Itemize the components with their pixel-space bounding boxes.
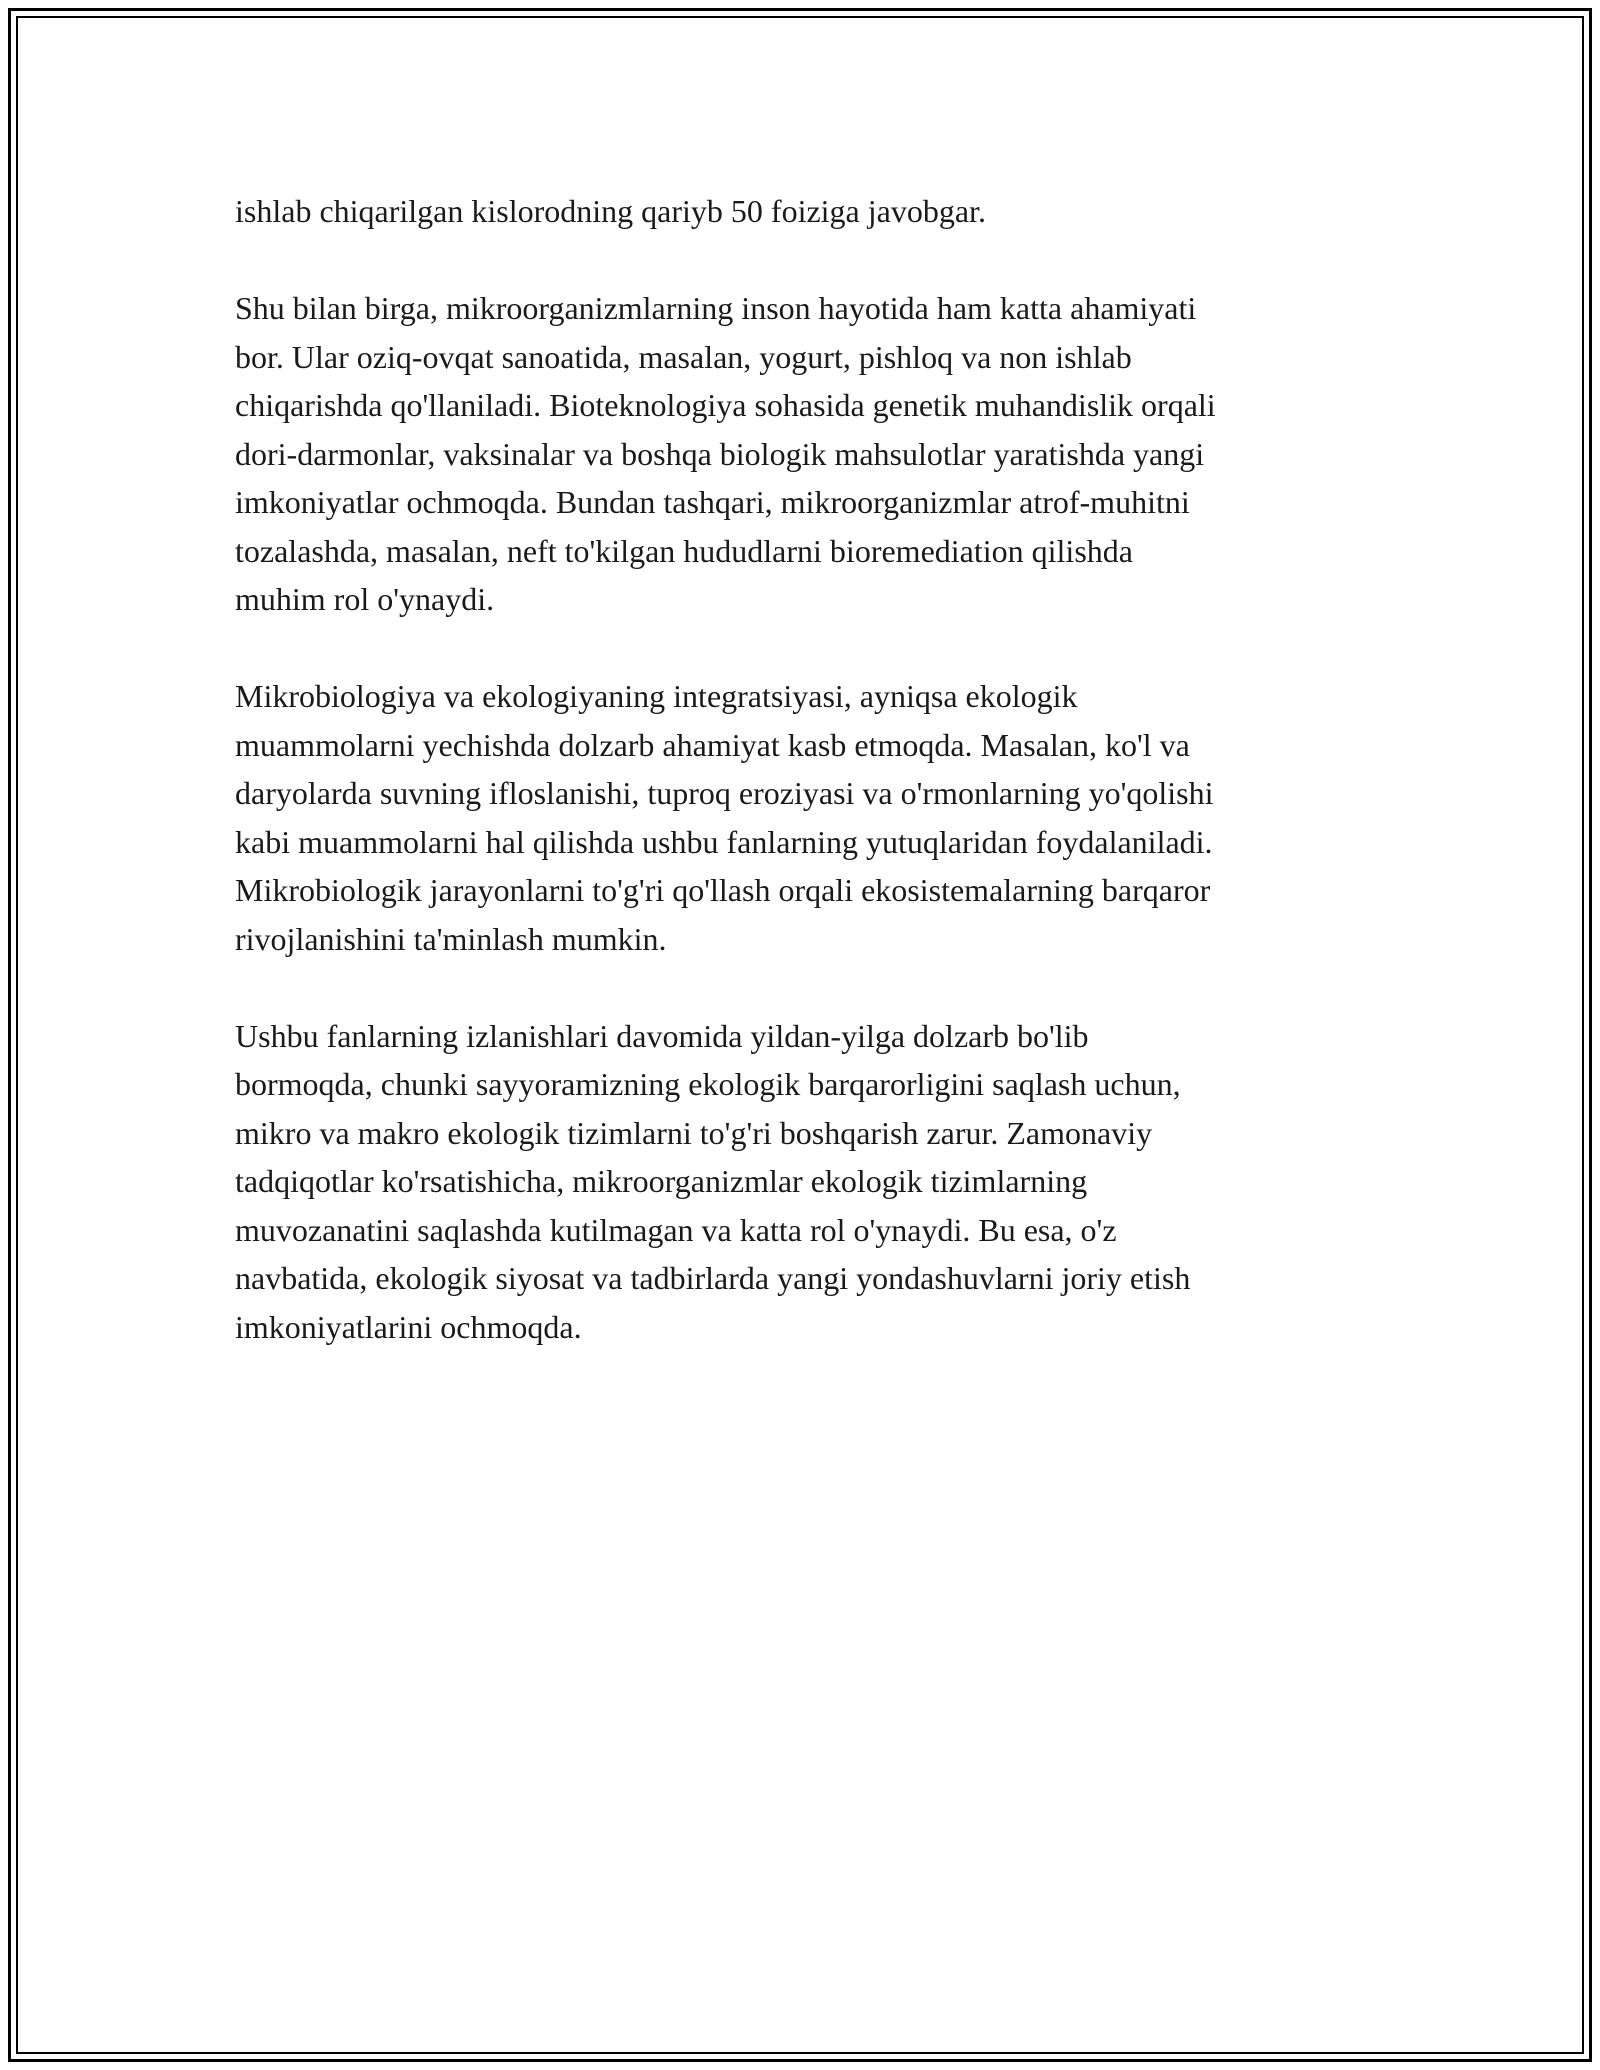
text-line: bor. Ular oziq-ovqat sanoatida, masalan, yogurt, pishloq va non ishlab bbox=[235, 338, 1132, 375]
text-line: rivojlanishini ta'minlash mumkin. bbox=[235, 920, 667, 957]
document-body bbox=[235, 187, 1385, 1400]
text-line: tadqiqotlar ko'rsatishicha, mikroorganizmlar ekologik tizimlarning bbox=[235, 1163, 1088, 1199]
text-line: Mikrobiologiya va ekologiyaning integratsiyasi, ayniqsa ekologik bbox=[235, 678, 1078, 714]
text-line: chiqarishda qo'llaniladi. Bioteknologiya sohasida genetik muhandislik orqali bbox=[235, 387, 1216, 423]
text-line: Mikrobiologik jarayonlarni to'g'ri qo'llash orqali ekosistemalarning barqaror bbox=[235, 872, 1211, 908]
text-line: mikro va makro ekologik tizimlarni to'g'ri boshqarish zarur. Zamonaviy bbox=[235, 1114, 1153, 1151]
text-line: imkoniyatlar ochmoqda. Bundan tashqari, mikroorganizmlar atrof-muhitni bbox=[235, 484, 1190, 520]
text-line: muvozanatini saqlashda kutilmagan va katta rol o'ynaydi. Bu esa, o'z bbox=[235, 1211, 1117, 1248]
text-line: muammolarni yechishda dolzarb ahamiyat kasb etmoqda. Masalan, ko'l va bbox=[235, 726, 1190, 763]
text-line: Ushbu fanlarning izlanishlari davomida yildan-yilga dolzarb bo'lib bbox=[235, 1017, 1089, 1054]
text-line: dori-darmonlar, vaksinalar va boshqa biologik mahsulotlar yaratishda yangi bbox=[235, 435, 1205, 472]
text-line: tozalashda, masalan, neft to'kilgan hududlarni bioremediation qilishda bbox=[235, 532, 1133, 569]
text-line: ishlab chiqarilgan kislorodning qariyb 50 foiziga javobgar. bbox=[235, 193, 986, 229]
paragraph-1 bbox=[235, 187, 1385, 236]
text-line: Shu bilan birga, mikroorganizmlarning inson hayotida ham katta ahamiyati bbox=[235, 290, 1197, 326]
text-line: navbatida, ekologik siyosat va tadbirlarda yangi yondashuvlarni joriy etish bbox=[235, 1260, 1191, 1296]
text-line: bormoqda, chunki sayyoramizning ekologik barqarorligini saqlash uchun, bbox=[235, 1066, 1181, 1102]
text-line: imkoniyatlarini ochmoqda. bbox=[235, 1308, 582, 1345]
text-line: daryolarda suvning ifloslanishi, tuproq eroziyasi va o'rmonlarning yo'qolishi bbox=[235, 775, 1214, 811]
paragraph-2 bbox=[235, 284, 1385, 624]
paragraph-3 bbox=[235, 672, 1385, 963]
paragraph-4 bbox=[235, 1012, 1385, 1352]
text-line: kabi muammolarni hal qilishda ushbu fanlarning yutuqlaridan foydalaniladi. bbox=[235, 823, 1213, 860]
text-line: muhim rol o'ynaydi. bbox=[235, 581, 495, 617]
